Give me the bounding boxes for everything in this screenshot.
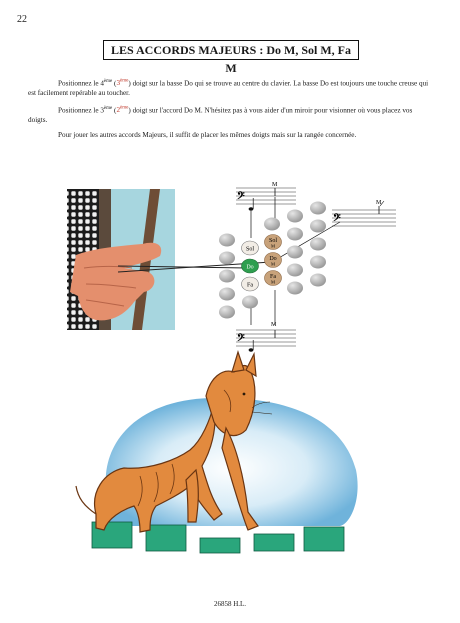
svg-text:M: M [270,279,276,285]
finger-number-red: 3ème [116,79,129,88]
page-title: LES ACCORDS MAJEURS : Do M, Sol M, Fa M [103,40,359,60]
keyboard-keys [92,522,344,553]
page-number: 22 [17,14,27,25]
paragraph-2: Positionnez le 3ème (2ème) doigt sur l'accord Do M. N'hésitez pas à vous aider d'un miroir pour visionner où vous placez vos doigts. [28,106,413,124]
button-do-chord: Do [269,256,277,262]
button-sol-bass: Sol [245,246,255,253]
svg-text:M: M [270,261,276,267]
bass-clef-icon: 𝄢 [237,190,245,204]
bass-clef-icon: 𝄢 [237,332,245,346]
bass-clef-icon: 𝄢 [333,212,341,226]
button-sol-chord: Sol [268,238,278,244]
chord-mark-bottom: M [271,322,277,328]
chord-mark-right: M [376,200,382,206]
footer-catalog-number: 26858 H.L. [213,600,247,608]
paragraph-3: Pour jouer les autres accords Majeurs, il suffit de placer les mêmes doigts mais sur la rangée concernée. [58,131,357,139]
svg-text:M: M [270,243,276,249]
button-fa-chord: Fa [270,274,276,280]
button-do-bass: Do [246,264,254,271]
finger-number-red: 2ème [116,106,129,115]
chord-mark-top: M [272,182,278,188]
cat-eye [243,393,246,396]
button-fa-bass: Fa [247,282,253,289]
paragraph-1: Positionnez le 4ème (3ème) doigt sur la basse Do qui se trouve au centre du clavier. La basse Do est toujours une touche creuse qui est facilement repérable au toucher. [28,79,429,97]
